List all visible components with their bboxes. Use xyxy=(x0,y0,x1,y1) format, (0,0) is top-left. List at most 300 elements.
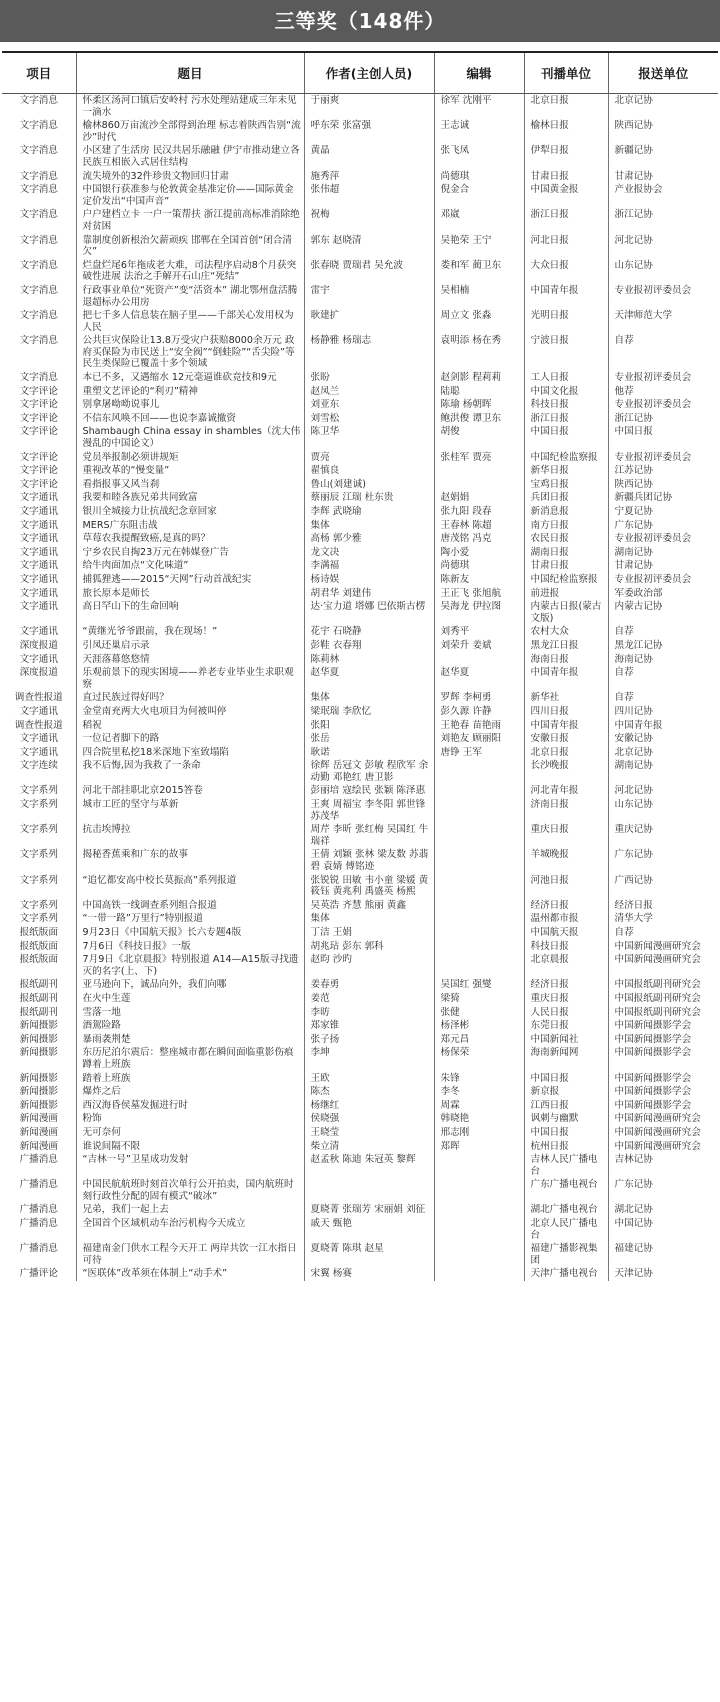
cell-author: 刘雪松 xyxy=(304,412,434,426)
cell-editor xyxy=(434,653,524,667)
cell-title: 我要和睦各族兄弟共同致富 xyxy=(76,491,304,505)
cell-submitter: 专业报初评委员会 xyxy=(608,573,718,587)
cell-submitter: 自荐 xyxy=(608,691,718,705)
cell-editor: 吴国红 强燮 xyxy=(434,978,524,992)
cell-title: 直过民族过得好吗？ xyxy=(76,691,304,705)
cell-title: 党员举报制必须讲规矩 xyxy=(76,451,304,465)
cell-editor: 杨泽彬 xyxy=(434,1019,524,1033)
cell-category: 文字消息 xyxy=(19,259,58,271)
cell-publisher: 中国黄金报 xyxy=(524,183,608,208)
cell-publisher: 海南新闻网 xyxy=(524,1046,608,1071)
cell-author: 王爽 周福宝 李冬阳 郭世锋 苏茂华 xyxy=(304,798,434,823)
cell-title: 旅长原本是师长 xyxy=(76,587,304,601)
cell-publisher: 河池日报 xyxy=(524,874,608,899)
cell-publisher: 北京日报 xyxy=(524,94,608,120)
cell-category: 文字通讯 xyxy=(19,601,58,613)
cell-submitter: 陕西记协 xyxy=(608,119,718,144)
cell-submitter: 中国新闻摄影学会 xyxy=(608,1019,718,1033)
cell-author: 丁洁 王娟 xyxy=(304,926,434,940)
cell-author: 翟慎良 xyxy=(304,464,434,478)
cell-publisher: 南方日报 xyxy=(524,519,608,533)
table-row xyxy=(2,398,718,412)
cell-category: 文字通讯 xyxy=(19,705,58,717)
cell-submitter: 黑龙江记协 xyxy=(608,639,718,653)
cell-category: 文字评论 xyxy=(19,451,58,463)
cell-editor: 郑元昌 xyxy=(434,1033,524,1047)
table-row xyxy=(2,234,718,259)
cell-editor: 王正飞 张旭航 xyxy=(434,587,524,601)
cell-publisher: 中国新闻社 xyxy=(524,1033,608,1047)
table-row xyxy=(2,532,718,546)
cell-publisher: 经济日报 xyxy=(524,899,608,913)
cell-editor: 唐茂铭 冯克 xyxy=(434,532,524,546)
cell-author: 郑家锥 xyxy=(304,1019,434,1033)
cell-editor xyxy=(434,1267,524,1281)
cell-author: 戚天 甄艳 xyxy=(304,1217,434,1242)
cell-category: 文字通讯 xyxy=(19,587,58,599)
cell-submitter: 专业报初评委员会 xyxy=(608,532,718,546)
table-row xyxy=(2,587,718,601)
table-row xyxy=(2,1072,718,1086)
table-row xyxy=(2,208,718,233)
cell-title: 不信东风唤不回——也说李嘉诚撤资 xyxy=(76,412,304,426)
cell-editor xyxy=(434,784,524,798)
cell-category: 文字评论 xyxy=(19,399,58,411)
cell-editor: 唐铮 王军 xyxy=(434,746,524,760)
cell-author: 柴立清 xyxy=(304,1140,434,1154)
table-row xyxy=(2,1099,718,1113)
cell-submitter: 清华大学 xyxy=(608,912,718,926)
cell-title: 银川全城接力让抗战纪念章回家 xyxy=(76,505,304,519)
cell-author: 陈杰 xyxy=(304,1085,434,1099)
cell-publisher: 中国纪检监察报 xyxy=(524,573,608,587)
cell-submitter: 湖南记协 xyxy=(608,759,718,784)
table-row xyxy=(2,546,718,560)
cell-author: 集体 xyxy=(304,691,434,705)
cell-publisher: 浙江日报 xyxy=(524,208,608,233)
cell-author: 陈卫华 xyxy=(304,425,434,450)
cell-author: 郭东 赵晓清 xyxy=(304,234,434,259)
cell-category: 深度报道 xyxy=(19,667,58,679)
cell-title: 看指报事又风当刹 xyxy=(76,478,304,492)
table-row xyxy=(2,1112,718,1126)
cell-category: 文字通讯 xyxy=(19,560,58,572)
cell-category: 新闻摄影 xyxy=(19,1033,58,1045)
cell-publisher: 济南日报 xyxy=(524,798,608,823)
cell-submitter: 安徽记协 xyxy=(608,732,718,746)
cell-author: 姜春勇 xyxy=(304,978,434,992)
cell-editor: 赵华夏 xyxy=(434,666,524,691)
cell-submitter: 广西记协 xyxy=(608,874,718,899)
table-row xyxy=(2,1267,718,1281)
cell-title: 把七千多人信息装在脑子里——千部关心发用权为人民 xyxy=(76,309,304,334)
cell-editor xyxy=(434,1217,524,1242)
cell-submitter: 浙江记协 xyxy=(608,208,718,233)
cell-category: 调查性报道 xyxy=(14,719,63,731)
cell-editor xyxy=(434,940,524,954)
cell-editor: 倪金合 xyxy=(434,183,524,208)
cell-category: 新闻摄影 xyxy=(19,1020,58,1032)
cell-publisher: 新华社 xyxy=(524,691,608,705)
table-row xyxy=(2,953,718,978)
table-row xyxy=(2,573,718,587)
cell-category: 广播消息 xyxy=(19,1154,58,1166)
cell-category: 广播评论 xyxy=(19,1268,58,1280)
cell-title: 小区建了生活房 民汉共居乐融融 伊宁市推动建立各民族互相嵌入式居住结构 xyxy=(76,144,304,169)
cell-title: 四合院里私挖18米深地下室致塌陷 xyxy=(76,746,304,760)
cell-author: 彭丽培 寇绘民 张颖 陈泽惠 xyxy=(304,784,434,798)
cell-editor: 陈瑜 杨朝晖 xyxy=(434,398,524,412)
cell-title: 本已不多，又遇缩水 12元毫逼谁砍竞技和9元 xyxy=(76,371,304,385)
cell-title: 雪落一地 xyxy=(76,1006,304,1020)
cell-category: 新闻摄影 xyxy=(19,1086,58,1098)
cell-editor: 尚德琪 xyxy=(434,559,524,573)
cell-submitter: 经济日报 xyxy=(608,899,718,913)
table-row xyxy=(2,451,718,465)
cell-publisher: 中国青年报 xyxy=(524,666,608,691)
cell-author: 宋翼 杨赛 xyxy=(304,1267,434,1281)
cell-editor xyxy=(434,953,524,978)
cell-author: 彭鞋 衣春翔 xyxy=(304,639,434,653)
cell-author: 赵孟秋 陈迪 朱冠英 黎辉 xyxy=(304,1153,434,1178)
cell-editor: 吴相楠 xyxy=(434,284,524,309)
cell-title: 重视改革的“慢变量” xyxy=(76,464,304,478)
cell-editor: 朱锋 xyxy=(434,1072,524,1086)
cell-publisher: 新华日报 xyxy=(524,464,608,478)
cell-publisher: 农民日报 xyxy=(524,532,608,546)
cell-title: 我不后悔,因为我救了一条命 xyxy=(76,759,304,784)
cell-author: 张子扬 xyxy=(304,1033,434,1047)
cell-submitter: 中国新闻摄影学会 xyxy=(608,1072,718,1086)
cell-category: 新闻摄影 xyxy=(19,1072,58,1084)
cell-editor: 李冬 xyxy=(434,1085,524,1099)
cell-author: 耿诺 xyxy=(304,746,434,760)
cell-publisher: 河北青年报 xyxy=(524,784,608,798)
cell-publisher: 榆林日报 xyxy=(524,119,608,144)
cell-submitter: 广东记协 xyxy=(608,848,718,873)
cell-editor: 郑晖 xyxy=(434,1140,524,1154)
cell-title: MERS广东阻击战 xyxy=(76,519,304,533)
table-row xyxy=(2,1033,718,1047)
cell-publisher: 湖南日报 xyxy=(524,546,608,560)
cell-title: 怀柔区汤河口镇后安岭村 污水处理站建成三年未见一滴水 xyxy=(76,94,304,120)
table-row xyxy=(2,912,718,926)
table-row xyxy=(2,425,718,450)
table-row xyxy=(2,874,718,899)
cell-editor xyxy=(434,874,524,899)
cell-submitter: 专业报初评委员会 xyxy=(608,284,718,309)
cell-publisher: 江西日报 xyxy=(524,1099,608,1113)
cell-publisher: 中国文化报 xyxy=(524,385,608,399)
cell-author: 夏晓菁 张瑞芳 宋丽娟 刘征 xyxy=(304,1203,434,1217)
cell-category: 文字系列 xyxy=(19,799,58,811)
cell-submitter: 山东记协 xyxy=(608,259,718,284)
cell-title: “追忆都安高中校长莫振高”系列报道 xyxy=(76,874,304,899)
cell-publisher: 羊城晚报 xyxy=(524,848,608,873)
cell-category: 文字系列 xyxy=(19,849,58,861)
cell-publisher: 中国青年报 xyxy=(524,719,608,733)
cell-editor xyxy=(434,1203,524,1217)
table-row xyxy=(2,1126,718,1140)
cell-submitter: 中国新闻摄影学会 xyxy=(608,1046,718,1071)
banner-title: 三等奖（148件） xyxy=(274,9,446,33)
cell-publisher: 杭州日报 xyxy=(524,1140,608,1154)
table-row xyxy=(2,559,718,573)
cell-author: 王欧 xyxy=(304,1072,434,1086)
cell-publisher: 湖北广播电视台 xyxy=(524,1203,608,1217)
table-row xyxy=(2,732,718,746)
cell-title: 7月9日《北京晨报》特别报道 A14—A15版寻找遗灭的名字(上、下) xyxy=(76,953,304,978)
cell-category: 广播消息 xyxy=(19,1218,58,1230)
cell-submitter: 中国日报 xyxy=(608,425,718,450)
cell-publisher: 新京报 xyxy=(524,1085,608,1099)
cell-editor xyxy=(434,899,524,913)
cell-author: 赵华夏 xyxy=(304,666,434,691)
cell-submitter: 河北记协 xyxy=(608,784,718,798)
cell-submitter: 江苏记协 xyxy=(608,464,718,478)
cell-author: 集体 xyxy=(304,519,434,533)
cell-category: 广播消息 xyxy=(19,1204,58,1216)
cell-category: 文字消息 xyxy=(19,335,58,347)
cell-title: 流失境外的32件珍贵文物回归甘肃 xyxy=(76,170,304,184)
cell-editor: 王志诚 xyxy=(434,119,524,144)
award-table-container xyxy=(2,51,718,1700)
cell-submitter: 天津记协 xyxy=(608,1267,718,1281)
table-row xyxy=(2,464,718,478)
cell-editor xyxy=(434,926,524,940)
cell-publisher: 重庆日报 xyxy=(524,823,608,848)
header-author: 作者(主创人员) xyxy=(304,52,434,94)
cell-category: 文字消息 xyxy=(19,284,58,296)
cell-author: 黄晶 xyxy=(304,144,434,169)
cell-submitter: 中国新闻摄影学会 xyxy=(608,1099,718,1113)
cell-publisher: 浙江日报 xyxy=(524,412,608,426)
cell-publisher: 宁波日报 xyxy=(524,334,608,371)
cell-editor xyxy=(434,464,524,478)
cell-title: 引凤还巢启示录 xyxy=(76,639,304,653)
cell-title: 给牛肉面加点“文化味道” xyxy=(76,559,304,573)
cell-editor: 周立文 张淼 xyxy=(434,309,524,334)
cell-title: 中国民航航班时刻首次单行公开拍卖，国内航班时刻行政性分配的固有模式“破冰” xyxy=(76,1178,304,1203)
header-editor: 编辑 xyxy=(434,52,524,94)
cell-submitter: 宁夏记协 xyxy=(608,505,718,519)
cell-category: 文字系列 xyxy=(19,785,58,797)
cell-category: 文字连续 xyxy=(19,760,58,772)
cell-publisher: 中国青年报 xyxy=(524,284,608,309)
cell-category: 文字通讯 xyxy=(19,653,58,665)
table-row xyxy=(2,478,718,492)
cell-category: 文字消息 xyxy=(19,170,58,182)
cell-editor: 张九阳 段春 xyxy=(434,505,524,519)
cell-editor: 彭久源 许静 xyxy=(434,705,524,719)
cell-publisher: 福建广播影视集团 xyxy=(524,1242,608,1267)
cell-submitter: 河北记协 xyxy=(608,234,718,259)
cell-category: 文字评论 xyxy=(19,412,58,424)
cell-submitter: 自荐 xyxy=(608,334,718,371)
cell-publisher: 黑龙江日报 xyxy=(524,639,608,653)
cell-publisher: 天津广播电视台 xyxy=(524,1267,608,1281)
cell-submitter: 内蒙古记协 xyxy=(608,600,718,625)
cell-publisher: 中国日报 xyxy=(524,425,608,450)
cell-author: 祝梅 xyxy=(304,208,434,233)
cell-submitter: 陕西记协 xyxy=(608,478,718,492)
cell-publisher: 广东广播电视台 xyxy=(524,1178,608,1203)
cell-submitter: 他荐 xyxy=(608,385,718,399)
cell-publisher: 甘肃日报 xyxy=(524,559,608,573)
cell-author: 雷宇 xyxy=(304,284,434,309)
cell-publisher: 温州都市报 xyxy=(524,912,608,926)
cell-editor xyxy=(434,1242,524,1267)
cell-category: 文字系列 xyxy=(19,913,58,925)
cell-editor: 刘艳友 顾丽阳 xyxy=(434,732,524,746)
table-row xyxy=(2,719,718,733)
table-row xyxy=(2,491,718,505)
cell-editor xyxy=(434,1153,524,1178)
header-submitter: 报送单位 xyxy=(608,52,718,94)
cell-author: 施秀萍 xyxy=(304,170,434,184)
cell-author: 周芹 李昕 张红梅 吴国红 牛瑞祥 xyxy=(304,823,434,848)
cell-publisher: 人民日报 xyxy=(524,1006,608,1020)
cell-category: 文字消息 xyxy=(19,372,58,384)
cell-author: 姜范 xyxy=(304,992,434,1006)
cell-author: 杨静雅 杨瑞志 xyxy=(304,334,434,371)
table-row xyxy=(2,1046,718,1071)
table-row xyxy=(2,746,718,760)
cell-title: 重塑文艺评论的“利刃”精神 xyxy=(76,385,304,399)
cell-category: 文字评论 xyxy=(19,385,58,397)
cell-submitter: 海南记协 xyxy=(608,653,718,667)
cell-publisher: 伊犁日报 xyxy=(524,144,608,169)
cell-submitter: 湖北记协 xyxy=(608,1203,718,1217)
cell-publisher: 宝鸡日报 xyxy=(524,478,608,492)
cell-title: 城市工匠的坚守与革新 xyxy=(76,798,304,823)
cell-title: “吉林一号”卫星成功发射 xyxy=(76,1153,304,1178)
cell-category: 文字消息 xyxy=(19,184,58,196)
cell-author: 杨诗娱 xyxy=(304,573,434,587)
cell-category: 文字通讯 xyxy=(19,533,58,545)
cell-submitter: 中国报纸副刊研究会 xyxy=(608,992,718,1006)
cell-title: 中国高铁一线调查系列组合报道 xyxy=(76,899,304,913)
cell-author: 张春晓 贾瑞君 吴允波 xyxy=(304,259,434,284)
cell-category: 广播消息 xyxy=(19,1243,58,1255)
cell-submitter: 专业报初评委员会 xyxy=(608,451,718,465)
cell-author: 高杨 郭少雅 xyxy=(304,532,434,546)
cell-publisher: 北京晨报 xyxy=(524,953,608,978)
cell-title: 东历尼泊尔震后：整座城市都在瞬间面临重影伤痕蹲着上班族 xyxy=(76,1046,304,1071)
header-title: 题目 xyxy=(76,52,304,94)
cell-editor xyxy=(434,478,524,492)
cell-author: 胡君华 刘建伟 xyxy=(304,587,434,601)
cell-submitter: 吉林记协 xyxy=(608,1153,718,1178)
cell-publisher: 大众日报 xyxy=(524,259,608,284)
cell-title: Shambaugh China essay in shambles（沈大伟漫乱的中国论文） xyxy=(76,425,304,450)
cell-author: 张岳 xyxy=(304,732,434,746)
table-row xyxy=(2,625,718,639)
cell-editor: 袁明添 杨在秀 xyxy=(434,334,524,371)
cell-editor: 刘秀平 xyxy=(434,625,524,639)
cell-publisher: 中国航天报 xyxy=(524,926,608,940)
table-row xyxy=(2,309,718,334)
cell-editor: 张健 xyxy=(434,1006,524,1020)
table-row xyxy=(2,1140,718,1154)
cell-author: 呼东荣 张富强 xyxy=(304,119,434,144)
cell-author xyxy=(304,1178,434,1203)
cell-publisher: 四川日报 xyxy=(524,705,608,719)
cell-publisher: 海南日报 xyxy=(524,653,608,667)
table-row xyxy=(2,899,718,913)
cell-category: 文字评论 xyxy=(19,465,58,477)
cell-author: 耿建扩 xyxy=(304,309,434,334)
cell-title: 全国首个区域机动车治污机构今天成立 xyxy=(76,1217,304,1242)
cell-title: 一位记者脚下的路 xyxy=(76,732,304,746)
cell-publisher: 兵团日报 xyxy=(524,491,608,505)
cell-submitter: 中国青年报 xyxy=(608,719,718,733)
cell-submitter: 广东记协 xyxy=(608,519,718,533)
cell-publisher: 北京人民广播电台 xyxy=(524,1217,608,1242)
cell-author: 贾亮 xyxy=(304,451,434,465)
cell-author: 李辉 武晓瑜 xyxy=(304,505,434,519)
cell-publisher: 科技日报 xyxy=(524,940,608,954)
table-row xyxy=(2,823,718,848)
cell-submitter: 新疆记协 xyxy=(608,144,718,169)
cell-publisher: 工人日报 xyxy=(524,371,608,385)
cell-editor: 王春林 陈超 xyxy=(434,519,524,533)
cell-editor: 娄和军 蔺卫东 xyxy=(434,259,524,284)
table-row xyxy=(2,653,718,667)
cell-author: 张盼 xyxy=(304,371,434,385)
cell-editor: 吴海龙 伊拉图 xyxy=(434,600,524,625)
award-table xyxy=(2,51,718,1281)
cell-submitter: 中国新闻漫画研究会 xyxy=(608,1126,718,1140)
cell-submitter: 浙江记协 xyxy=(608,412,718,426)
cell-category: 文字消息 xyxy=(19,145,58,157)
cell-title: 在火中生莲 xyxy=(76,992,304,1006)
table-row xyxy=(2,940,718,954)
cell-title: 户户建档立卡 一户一策帮扶 浙江提前高标准消除绝对贫困 xyxy=(76,208,304,233)
cell-author: 鲁山(刘建诚) xyxy=(304,478,434,492)
cell-submitter: 四川记协 xyxy=(608,705,718,719)
cell-editor: 韩晓艳 xyxy=(434,1112,524,1126)
cell-author: 杨继红 xyxy=(304,1099,434,1113)
cell-submitter: 专业报初评委员会 xyxy=(608,371,718,385)
cell-category: 文字通讯 xyxy=(19,546,58,558)
table-row xyxy=(2,170,718,184)
cell-category: 文字消息 xyxy=(19,209,58,221)
cell-editor: 刘荣升 姜斌 xyxy=(434,639,524,653)
table-row xyxy=(2,798,718,823)
cell-title: 福建南金门供水工程今天开工 两岸共饮一江水指日可待 xyxy=(76,1242,304,1267)
table-row xyxy=(2,848,718,873)
cell-publisher: 重庆日报 xyxy=(524,992,608,1006)
cell-submitter: 中国新闻漫画研究会 xyxy=(608,1140,718,1154)
cell-category: 报纸版面 xyxy=(19,954,58,966)
cell-author: 王晓莹 xyxy=(304,1126,434,1140)
cell-publisher: 北京日报 xyxy=(524,746,608,760)
cell-submitter: 山东记协 xyxy=(608,798,718,823)
cell-category: 文字通讯 xyxy=(19,492,58,504)
cell-title: 宁乡农民自掏23万元在韩媒登广告 xyxy=(76,546,304,560)
table-row xyxy=(2,519,718,533)
cell-category: 文字通讯 xyxy=(19,573,58,585)
cell-title: 踏着上班族 xyxy=(76,1072,304,1086)
table-row xyxy=(2,705,718,719)
table-row xyxy=(2,334,718,371)
table-row xyxy=(2,1085,718,1099)
table-row xyxy=(2,1203,718,1217)
cell-editor: 周霖 xyxy=(434,1099,524,1113)
cell-title: 抗击埃博拉 xyxy=(76,823,304,848)
cell-publisher: 科技日报 xyxy=(524,398,608,412)
